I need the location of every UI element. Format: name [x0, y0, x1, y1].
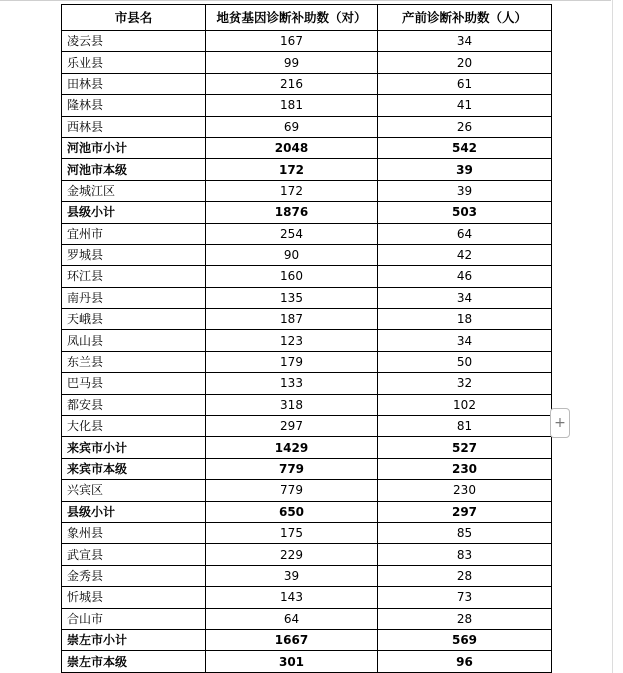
cell-prenatal-count: 41	[378, 95, 552, 116]
cell-prenatal-count: 42	[378, 244, 552, 265]
cell-prenatal-count: 50	[378, 351, 552, 372]
table-row	[62, 458, 552, 479]
table-row	[62, 522, 552, 543]
cell-prenatal-count: 230	[378, 458, 552, 479]
cell-prenatal-count: 569	[378, 629, 552, 650]
cell-name: 河池市小计	[62, 137, 206, 158]
cell-gene-count: 99	[206, 52, 378, 73]
table-row	[62, 437, 552, 458]
cell-prenatal-count: 542	[378, 137, 552, 158]
table-header-row	[62, 5, 552, 31]
cell-gene-count: 172	[206, 180, 378, 201]
cell-name: 县级小计	[62, 202, 206, 223]
cell-gene-count: 1667	[206, 629, 378, 650]
cell-prenatal-count: 81	[378, 416, 552, 437]
table-body	[62, 31, 552, 673]
cell-name: 金秀县	[62, 565, 206, 586]
cell-prenatal-count: 28	[378, 608, 552, 629]
table-row	[62, 266, 552, 287]
table-row	[62, 629, 552, 650]
table-row	[62, 544, 552, 565]
cell-gene-count: 187	[206, 309, 378, 330]
table-row	[62, 501, 552, 522]
cell-name: 宜州市	[62, 223, 206, 244]
table-row	[62, 608, 552, 629]
cell-name: 罗城县	[62, 244, 206, 265]
table-row	[62, 651, 552, 672]
cell-gene-count: 143	[206, 587, 378, 608]
cell-gene-count: 175	[206, 522, 378, 543]
cell-prenatal-count: 102	[378, 394, 552, 415]
table-row	[62, 73, 552, 94]
cell-name: 来宾市小计	[62, 437, 206, 458]
table-row	[62, 31, 552, 52]
table-row	[62, 309, 552, 330]
cell-prenatal-count: 83	[378, 544, 552, 565]
table-row	[62, 202, 552, 223]
cell-gene-count: 167	[206, 31, 378, 52]
page-right-border	[612, 0, 613, 673]
cell-name: 合山市	[62, 608, 206, 629]
table-row	[62, 137, 552, 158]
cell-gene-count: 779	[206, 458, 378, 479]
cell-prenatal-count: 18	[378, 309, 552, 330]
cell-name: 崇左市本级	[62, 651, 206, 672]
expand-button[interactable]	[550, 408, 570, 438]
cell-prenatal-count: 73	[378, 587, 552, 608]
table-row	[62, 565, 552, 586]
cell-name: 来宾市本级	[62, 458, 206, 479]
cell-gene-count: 69	[206, 116, 378, 137]
table-row	[62, 373, 552, 394]
table-row	[62, 223, 552, 244]
cell-gene-count: 1876	[206, 202, 378, 223]
cell-prenatal-count: 34	[378, 31, 552, 52]
cell-gene-count: 172	[206, 159, 378, 180]
cell-gene-count: 779	[206, 480, 378, 501]
cell-prenatal-count: 64	[378, 223, 552, 244]
table-row	[62, 244, 552, 265]
cell-gene-count: 318	[206, 394, 378, 415]
table-row	[62, 180, 552, 201]
cell-prenatal-count: 34	[378, 330, 552, 351]
cell-gene-count: 135	[206, 287, 378, 308]
cell-prenatal-count: 26	[378, 116, 552, 137]
table-row	[62, 480, 552, 501]
cell-gene-count: 64	[206, 608, 378, 629]
cell-name: 东兰县	[62, 351, 206, 372]
table-row	[62, 159, 552, 180]
cell-prenatal-count: 503	[378, 202, 552, 223]
cell-prenatal-count: 527	[378, 437, 552, 458]
cell-gene-count: 229	[206, 544, 378, 565]
cell-gene-count: 90	[206, 244, 378, 265]
cell-name: 象州县	[62, 522, 206, 543]
cell-prenatal-count: 46	[378, 266, 552, 287]
subsidy-table	[61, 4, 552, 673]
cell-prenatal-count: 39	[378, 159, 552, 180]
table-row	[62, 394, 552, 415]
cell-gene-count: 216	[206, 73, 378, 94]
table-row	[62, 52, 552, 73]
cell-name: 金城江区	[62, 180, 206, 201]
cell-gene-count: 133	[206, 373, 378, 394]
cell-gene-count: 301	[206, 651, 378, 672]
cell-gene-count: 650	[206, 501, 378, 522]
cell-name: 隆林县	[62, 95, 206, 116]
cell-name: 西林县	[62, 116, 206, 137]
cell-gene-count: 297	[206, 416, 378, 437]
cell-name: 环江县	[62, 266, 206, 287]
table-row	[62, 116, 552, 137]
cell-gene-count: 254	[206, 223, 378, 244]
table-row	[62, 587, 552, 608]
table-row	[62, 416, 552, 437]
cell-name: 凤山县	[62, 330, 206, 351]
page-top-border	[0, 0, 611, 1]
cell-name: 南丹县	[62, 287, 206, 308]
header-gene-diagnosis: 地贫基因诊断补助数（对）	[206, 5, 378, 31]
cell-prenatal-count: 39	[378, 180, 552, 201]
cell-name: 都安县	[62, 394, 206, 415]
cell-prenatal-count: 85	[378, 522, 552, 543]
cell-name: 田林县	[62, 73, 206, 94]
plus-icon: +	[554, 415, 566, 431]
cell-gene-count: 123	[206, 330, 378, 351]
cell-gene-count: 181	[206, 95, 378, 116]
cell-name: 凌云县	[62, 31, 206, 52]
cell-name: 河池市本级	[62, 159, 206, 180]
cell-gene-count: 39	[206, 565, 378, 586]
cell-name: 县级小计	[62, 501, 206, 522]
header-prenatal-diagnosis: 产前诊断补助数（人）	[378, 5, 552, 31]
cell-prenatal-count: 61	[378, 73, 552, 94]
cell-name: 大化县	[62, 416, 206, 437]
cell-prenatal-count: 96	[378, 651, 552, 672]
cell-name: 乐业县	[62, 52, 206, 73]
cell-name: 崇左市小计	[62, 629, 206, 650]
cell-name: 天峨县	[62, 309, 206, 330]
cell-prenatal-count: 34	[378, 287, 552, 308]
table-row	[62, 95, 552, 116]
cell-gene-count: 160	[206, 266, 378, 287]
cell-gene-count: 179	[206, 351, 378, 372]
header-city-county: 市县名	[62, 5, 206, 31]
cell-name: 忻城县	[62, 587, 206, 608]
cell-name: 武宣县	[62, 544, 206, 565]
table-row	[62, 351, 552, 372]
cell-name: 兴宾区	[62, 480, 206, 501]
cell-gene-count: 1429	[206, 437, 378, 458]
cell-name: 巴马县	[62, 373, 206, 394]
cell-prenatal-count: 28	[378, 565, 552, 586]
cell-prenatal-count: 297	[378, 501, 552, 522]
cell-prenatal-count: 230	[378, 480, 552, 501]
cell-prenatal-count: 32	[378, 373, 552, 394]
table-row	[62, 330, 552, 351]
table-row	[62, 287, 552, 308]
cell-prenatal-count: 20	[378, 52, 552, 73]
cell-gene-count: 2048	[206, 137, 378, 158]
